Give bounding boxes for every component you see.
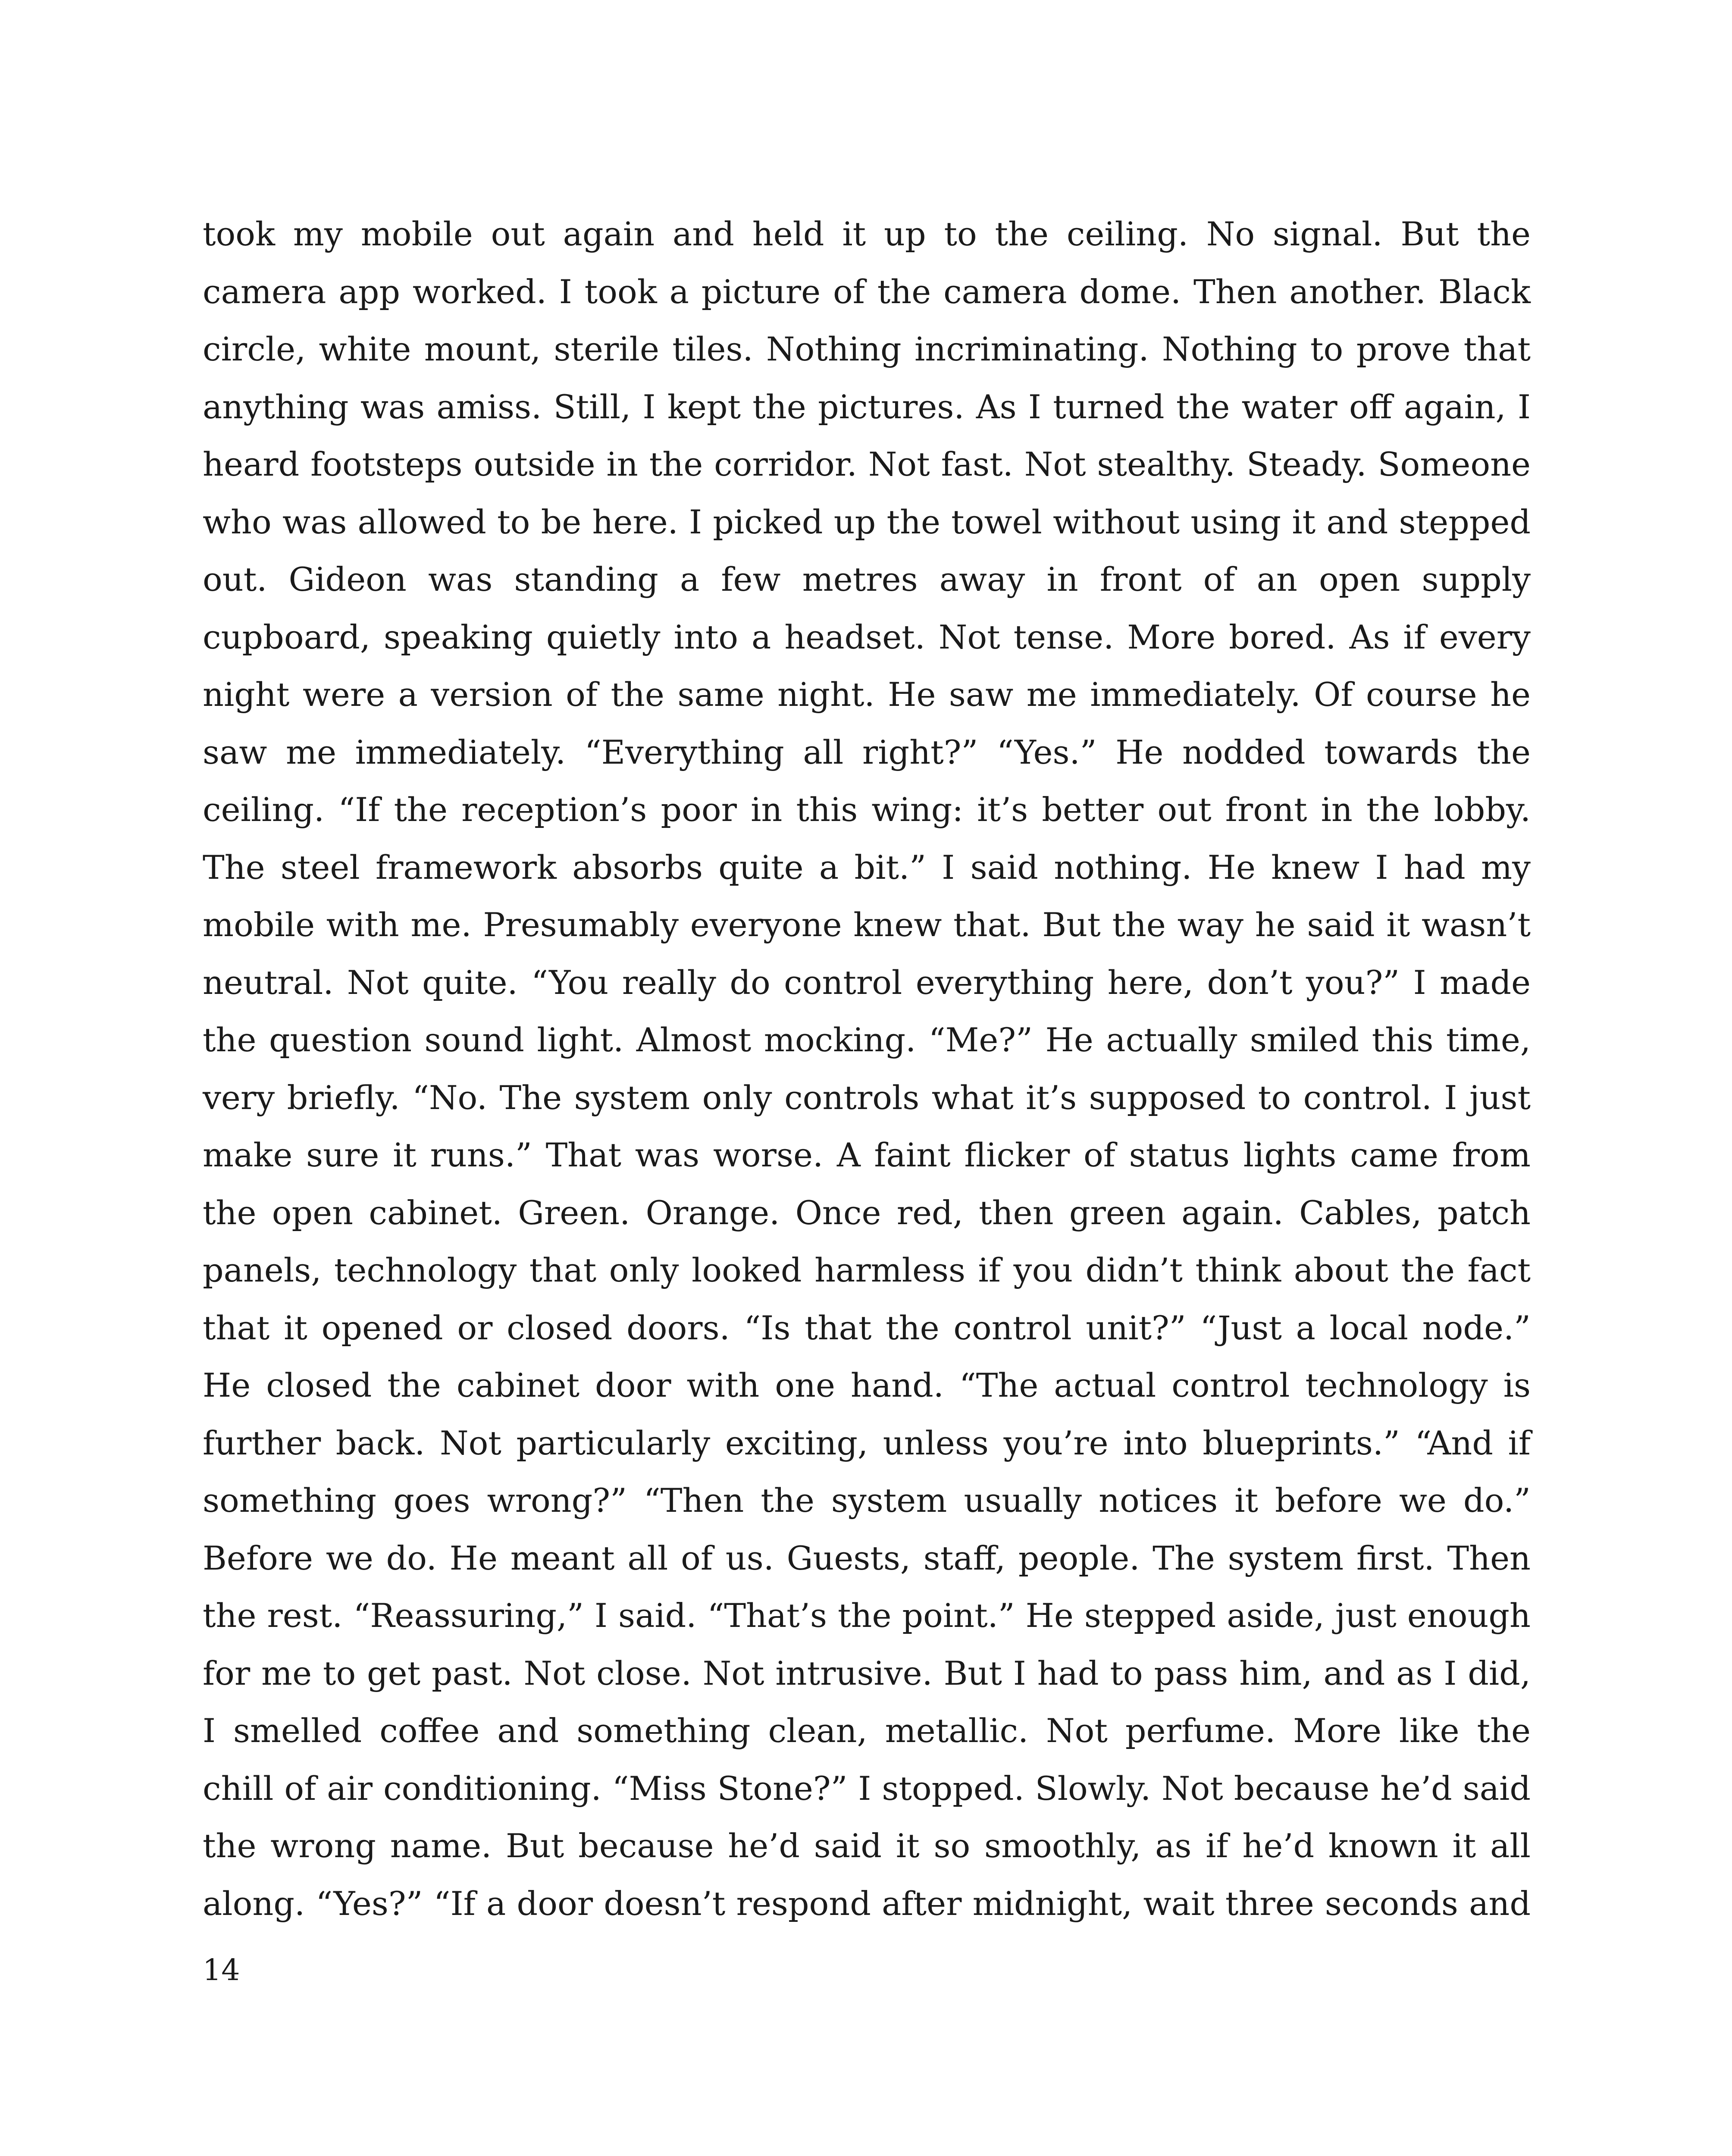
page-number: 14 bbox=[203, 1953, 240, 1987]
body-paragraph: took my mobile out again and held it up to the ceiling. No signal. But the camera app worked. I took a picture of the camera dome. Then another. Black circle, white mount, sterile tiles. Nothing incriminating. Nothing to prove that anything was amiss. Still, I kept the pictures. As I turned the water off again, I heard footsteps outside in the corridor. Not fast. Not stealthy. Steady. Someone who was allowed to be here. I picked up the towel without using it and stepped out. Gideon was standing a few metres away in front of an open supply cupboard, speaking quietly into a headset. Not tense. More bored. As if every night were a version of the same night. He saw me immediately. Of course he saw me immediately. “Everything all right?” “Yes.” He nodded towards the ceiling. “If the reception’s poor in this wing: it’s better out front in the lobby. The steel framework absorbs quite a bit.” I said nothing. He knew I had my mobile with me. Presumably everyone knew that. But the way he said it wasn’t neutral. Not quite. “You really do control everything here, don’t you?” I made the question sound light. Almost mocking. “Me?” He actually smiled this time, very briefly. “No. The system only controls what it’s supposed to control. I just make sure it runs.” That was worse. A faint flicker of status lights came from the open cabinet. Green. Orange. Once red, then green again. Cables, patch panels, technology that only looked harmless if you didn’t think about the fact that it opened or closed doors. “Is that the control unit?” “Just a local node.” He closed the cabinet door with one hand. “The actual control technology is further back. Not particularly exciting, unless you’re into blueprints.” “And if something goes wrong?” “Then the system usually notices it before we do.” Before we do. He meant all of us. Guests, staff, people. The system first. Then the rest. “Reassuring,” I said. “That’s the point.” He stepped aside, just enough for me to get past. Not close. Not intrusive. But I had to pass him, and as I did, I smelled coffee and something clean, metallic. Not perfume. More like the chill of air conditioning. “Miss Stone?” I stopped. Slowly. Not because he’d said the wrong name. But because he’d said it so smoothly, as if he’d known it all along. “Yes?” “If a door doesn’t respond after midnight, wait three seconds and bbox=[203, 215, 1531, 1923]
